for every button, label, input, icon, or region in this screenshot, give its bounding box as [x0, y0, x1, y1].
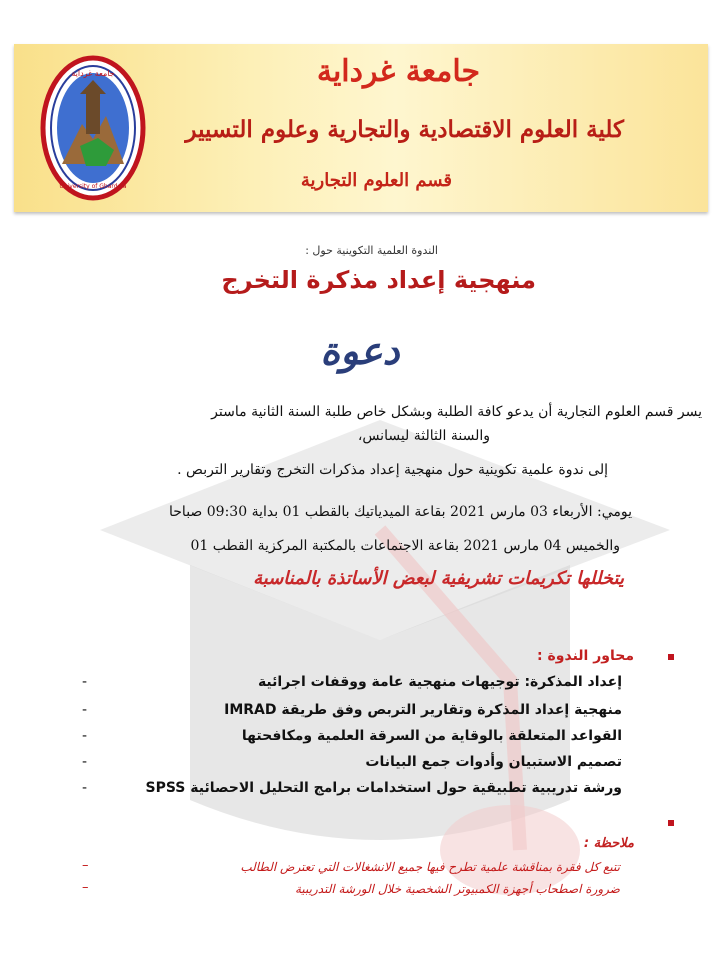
body-line-2: والسنة الثالثة ليسانس،: [357, 428, 490, 444]
faculty-name: كلية العلوم الاقتصادية والتجارية وعلوم التسيير: [185, 116, 624, 143]
axis-item-4: تصميم الاستبيان وأدوات جمع البيانات: [365, 754, 622, 770]
university-name: جامعة غرداية: [316, 54, 480, 89]
department-name: قسم العلوم التجارية: [300, 170, 452, 191]
axes-bullet: [668, 654, 674, 660]
body-line-4: يومي: الأربعاء 03 مارس 2021 بقاعة الميدياتيك بالقطب 01 بداية 09:30 صباحا: [169, 504, 632, 520]
axis-item-1: إعداد المذكرة: توجيهات منهجية عامة ووقفات اجرائية: [257, 674, 622, 690]
axis-dash: -: [82, 754, 88, 770]
honor-note: يتخللها تكريمات تشريفية لبعض الأساتذة بالمناسبة: [253, 568, 624, 589]
axis-dash: -: [82, 728, 88, 744]
note-item-1: تتبع كل فقرة بمناقشة علمية تطرح فيها جميع الانشغالات التي تعترض الطالب: [240, 860, 620, 874]
notes-bullet: [668, 820, 674, 826]
axis-item-2: منهجية إعداد المذكرة وتقارير التربص وفق طريقة IMRAD: [224, 702, 622, 718]
invitation-word: دعوة: [320, 328, 400, 373]
university-logo: [40, 54, 146, 202]
graduation-cap-watermark: [80, 380, 680, 900]
notes-title: ملاحظة :: [583, 836, 634, 851]
note-dash: –: [82, 880, 89, 895]
event-intro: الندوة العلمية التكوينية حول :: [305, 244, 438, 257]
event-title: منهجية إعداد مذكرة التخرج: [221, 266, 536, 294]
note-dash: –: [82, 858, 89, 873]
axis-dash: -: [82, 674, 88, 690]
axis-dash: -: [82, 780, 88, 796]
body-line-5: والخميس 04 مارس 2021 بقاعة الاجتماعات بالمكتبة المركزية القطب 01: [190, 538, 620, 554]
axis-item-3: القواعد المتعلقة بالوقاية من السرقة العلمية ومكافحتها: [241, 728, 622, 744]
body-line-1: يسر قسم العلوم التجارية أن يدعو كافة الطلبة وبشكل خاص طلبة السنة الثانية ماستر: [211, 404, 702, 420]
header-banner: [14, 44, 708, 212]
note-item-2: ضرورة اصطحاب أجهزة الكمبيوتر الشخصية خلال الورشة التدريبية: [295, 882, 620, 896]
invitation-calligraphy: [318, 318, 402, 382]
body-line-3: إلى ندوة علمية تكوينية حول منهجية إعداد مذكرات التخرج وتقارير التربص .: [177, 462, 608, 478]
axis-item-5: ورشة تدريبية تطبيقية حول استخدامات برامج التحليل الاحصائية SPSS: [145, 780, 622, 796]
axis-dash: -: [82, 702, 88, 718]
logo-caption-text: University of Ghardaia: [59, 183, 127, 190]
axes-title: محاور الندوة :: [537, 648, 634, 664]
logo-arabic-text: جامعة غرداية: [71, 69, 115, 78]
